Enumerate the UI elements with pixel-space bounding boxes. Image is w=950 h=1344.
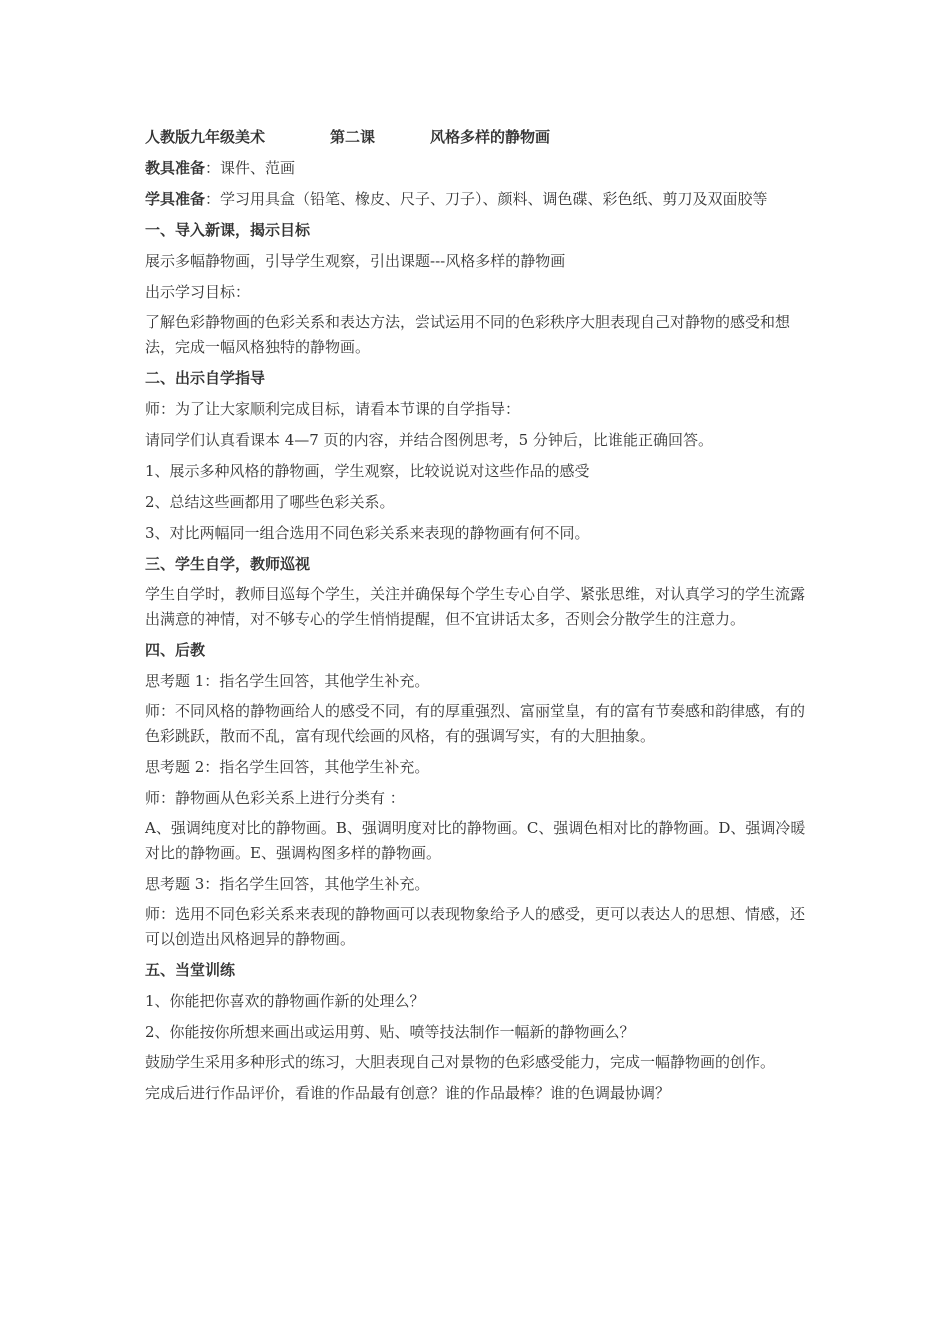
document-title [145,124,815,150]
section-heading-4: 四、后教 [145,641,206,659]
paragraph: 请同学们认真看课本 4—7 页的内容，并结合图例思考，5 分钟后，比谁能正确回答。 [145,431,713,449]
list-item: 1、你能把你喜欢的静物画作新的处理么？ [145,992,425,1010]
paragraph: 师：选用不同色彩关系来表现的静物画可以表现物象给予人的感受，更可以表达人的思想、情感，还可以创造出风格迥异的静物画。 [145,905,806,948]
teacher-prep-label: 教具准备 [145,159,206,177]
paragraph: 思考题 1：指名学生回答，其他学生补充。 [145,672,430,690]
paragraph: 鼓励学生采用多种形式的练习，大胆表现自己对景物的色彩感受能力，完成一幅静物画的创作。 [145,1053,776,1071]
title-lesson: 第二课 [330,128,376,146]
paragraph: 师：静物画从色彩关系上进行分类有 ： [145,789,405,807]
teacher-prep [145,155,815,181]
paragraph: 思考题 3：指名学生回答，其他学生补充。 [145,875,430,893]
list-item: 2、你能按你所想来画出或运用剪、贴、喷等技法制作一幅新的静物画么？ [145,1023,635,1041]
teacher-prep-value: ：课件、范画 [205,159,296,177]
list-item: 2、总结这些画都用了哪些色彩关系。 [145,493,395,511]
paragraph: 出示学习目标： [145,283,251,301]
section-heading-3: 三、学生自学，教师巡视 [145,555,311,573]
paragraph: A、强调纯度对比的静物画。B、强调明度对比的静物画。C、强调色相对比的静物画。D、强调冷暖对比的静物画。E、强调构图多样的静物画。 [145,819,806,862]
section-heading-2: 二、出示自学指导 [145,369,266,387]
section-heading-1: 一、导入新课，揭示目标 [145,221,311,239]
title-topic: 风格多样的静物画 [430,128,551,146]
document-body [145,124,815,1111]
paragraph: 学生自学时，教师目巡每个学生，关注并确保每个学生专心自学、紧张思维，对认真学习的学生流露出满意的神情，对不够专心的学生悄悄提醒，但不宜讲话太多，否则会分散学生的注意力。 [145,585,806,628]
paragraph: 思考题 2：指名学生回答，其他学生补充。 [145,758,430,776]
paragraph: 展示多幅静物画，引导学生观察，引出课题---风格多样的静物画 [145,252,566,270]
list-item: 1、展示多种风格的静物画，学生观察，比较说说对这些作品的感受 [145,462,590,480]
student-prep-label: 学具准备 [145,190,206,208]
title-course: 人教版九年级美术 [145,128,266,146]
student-prep-value: ：学习用具盒（铅笔、橡皮、尺子、刀子）、颜料、调色碟、彩色纸、剪刀及双面胶等 [205,190,768,208]
student-prep [145,186,815,212]
list-item: 3、对比两幅同一组合选用不同色彩关系来表现的静物画有何不同。 [145,524,590,542]
paragraph: 了解色彩静物画的色彩关系和表达方法，尝试运用不同的色彩秩序大胆表现自己对静物的感受和想法，完成一幅风格独特的静物画。 [145,313,791,356]
paragraph: 师：为了让大家顺利完成目标，请看本节课的自学指导： [145,400,521,418]
section-heading-5: 五、当堂训练 [145,961,236,979]
paragraph: 师：不同风格的静物画给人的感受不同，有的厚重强烈、富丽堂皇，有的富有节奏感和韵律感，有的色彩跳跃，散而不乱，富有现代绘画的风格，有的强调写实，有的大胆抽象。 [145,702,806,745]
paragraph: 完成后进行作品评价，看谁的作品最有创意？谁的作品最棒？谁的色调最协调？ [145,1084,671,1102]
